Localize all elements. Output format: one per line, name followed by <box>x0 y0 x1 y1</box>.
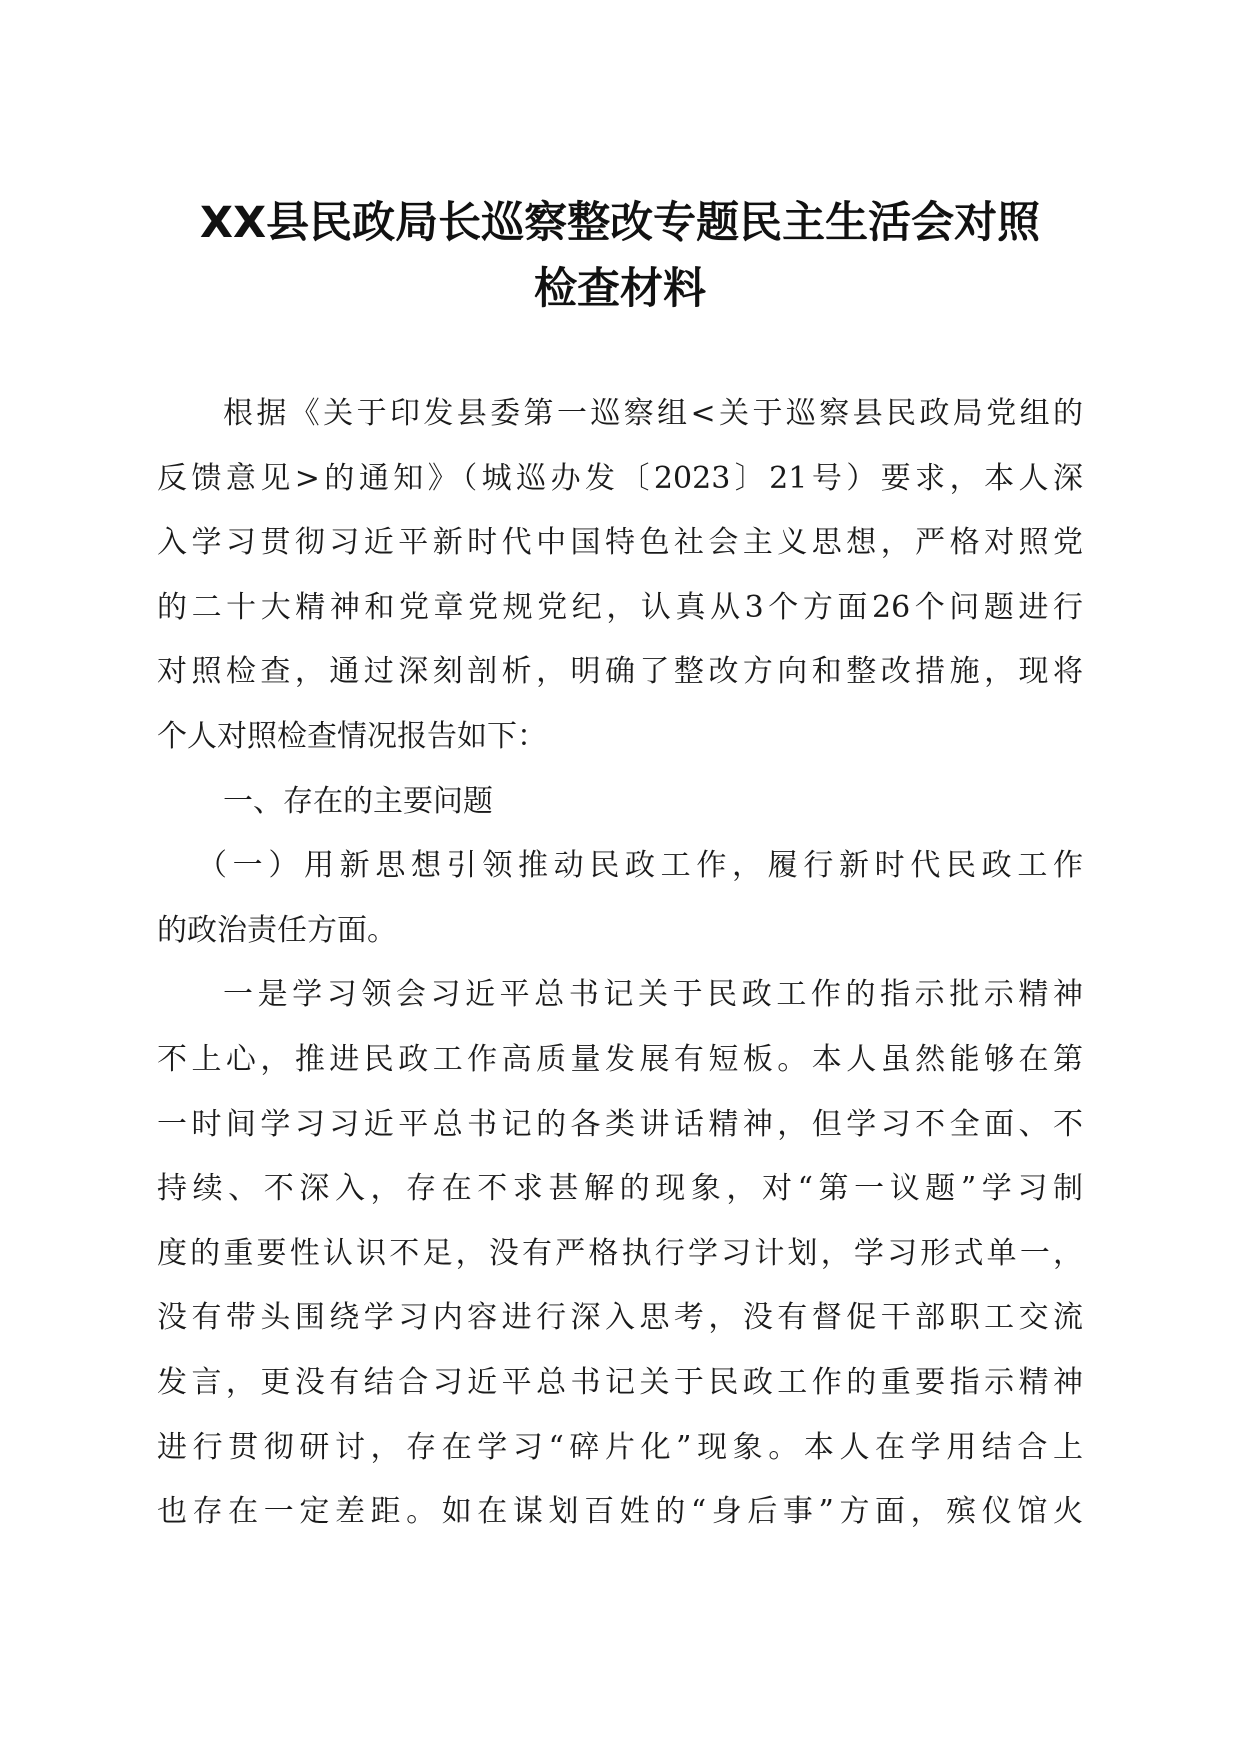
paragraph-line: 不上心，推进民政工作高质量发展有短板。本人虽然能够在第 <box>157 1041 1083 1077</box>
paragraph-intro-line: 反馈意见>的通知》（城巡办发〔2023〕21号）要求，本人深 <box>157 460 1083 496</box>
paragraph-line: 发言，更没有结合习近平总书记关于民政工作的重要指示精神 <box>157 1364 1083 1400</box>
subsection-heading-line: （一）用新思想引领推动民政工作，履行新时代民政工作 <box>197 848 1083 884</box>
document-title <box>155 190 1085 322</box>
title-line: XX县民政局长巡察整改专题民主生活会对照 <box>199 198 1041 248</box>
paragraph-intro-line: 对照检查，通过深刻剖析，明确了整改方向和整改措施，现将 <box>157 654 1083 690</box>
paragraph-intro-line: 的二十大精神和党章党规党纪，认真从3个方面26个问题进行 <box>157 589 1083 625</box>
paragraph-line: 度的重要性认识不足，没有严格执行学习计划，学习形式单一， <box>157 1235 1083 1271</box>
paragraph-line: 没有带头围绕学习内容进行深入思考，没有督促干部职工交流 <box>157 1300 1083 1336</box>
subsection-heading-line: 的政治责任方面。 <box>157 912 397 948</box>
title-line: 检查材料 <box>534 264 706 314</box>
paragraph-intro-line: 根据《关于印发县委第一巡察组<关于巡察县民政局党组的 <box>223 396 1083 431</box>
section-heading: 一、存在的主要问题 <box>223 783 493 819</box>
paragraph-line: 持续、不深入，存在不求甚解的现象，对“第一议题”学习制 <box>157 1171 1083 1207</box>
paragraph-line: 也存在一定差距。如在谋划百姓的“身后事”方面，殡仪馆火 <box>157 1494 1083 1530</box>
paragraph-intro-line: 入学习贯彻习近平新时代中国特色社会主义思想，严格对照党 <box>157 525 1083 561</box>
paragraph-line: 一时间学习习近平总书记的各类讲话精神，但学习不全面、不 <box>157 1106 1083 1142</box>
document-body <box>157 382 1083 1545</box>
paragraph-line: 一是学习领会习近平总书记关于民政工作的指示批示精神 <box>223 977 1083 1013</box>
paragraph-intro-line: 个人对照检查情况报告如下： <box>157 718 547 754</box>
paragraph-line: 进行贯彻研讨，存在学习“碎片化”现象。本人在学用结合上 <box>157 1429 1083 1465</box>
